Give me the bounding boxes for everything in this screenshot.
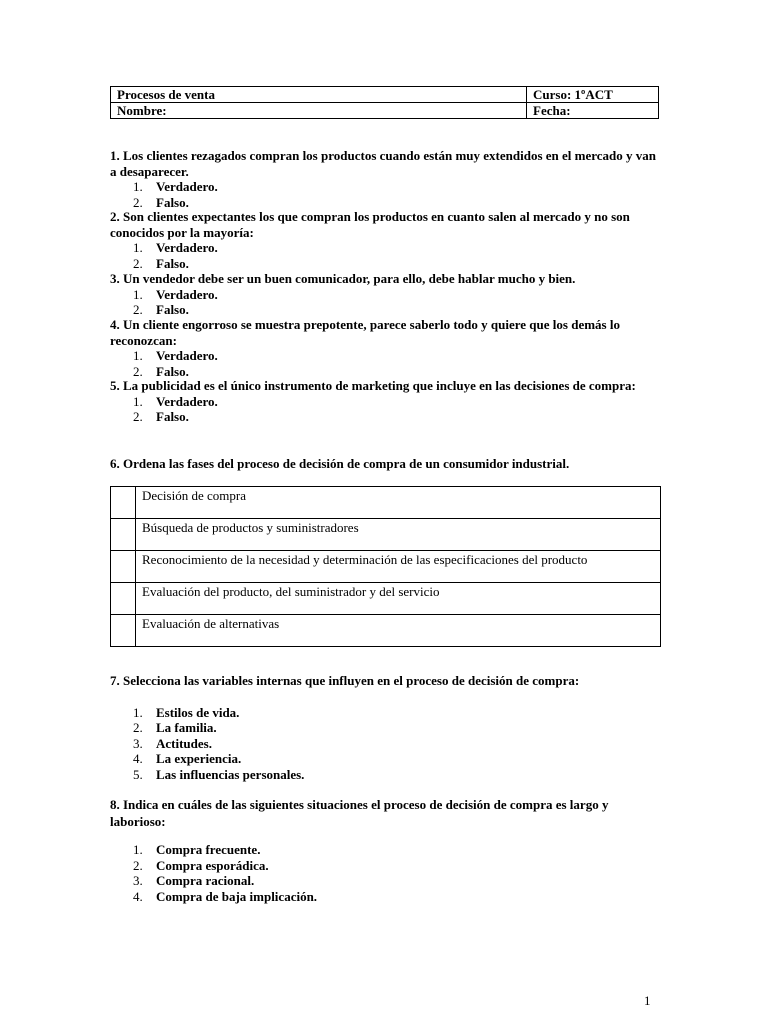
option-item[interactable]: [110, 736, 660, 752]
table-row: [111, 487, 661, 519]
option-number: 3.: [133, 873, 143, 888]
option-text: Verdadero.: [156, 286, 218, 302]
question-text: 5. La publicidad es el único instrumento de marketing que incluye en las decisiones de compra:: [110, 378, 636, 393]
option-text: Las influencias personales.: [156, 766, 305, 782]
option-item[interactable]: [110, 858, 660, 874]
option-item[interactable]: [110, 767, 660, 783]
option-item[interactable]: [110, 195, 660, 211]
order-box[interactable]: [111, 487, 136, 519]
option-list: [110, 394, 660, 425]
option-list: [110, 240, 660, 271]
option-text: Falso.: [156, 363, 189, 379]
option-item[interactable]: [110, 720, 660, 736]
course-cell: Curso: 1ºACT: [527, 87, 659, 103]
option-text: Verdadero.: [156, 240, 218, 255]
order-box[interactable]: [111, 551, 136, 583]
question-4: [110, 317, 660, 379]
question-text: 2. Son clientes expectantes los que compran los productos en cuanto salen al mercado y no son conocidos por la mayoría:: [110, 209, 630, 240]
option-text: Compra de baja implicación.: [156, 888, 318, 904]
question-3: [110, 271, 660, 318]
option-item[interactable]: [110, 240, 660, 256]
question-7: [110, 673, 660, 782]
question-5: [110, 378, 660, 425]
phase-text: Decisión de compra: [136, 487, 661, 519]
option-text: Compra racional.: [156, 873, 255, 888]
option-item[interactable]: [110, 348, 660, 364]
question-text: 6. Ordena las fases del proceso de decisión de compra de un consumidor industrial.: [110, 456, 570, 471]
option-item[interactable]: [110, 842, 660, 858]
page-number: 1: [644, 993, 651, 1008]
phase-text: Evaluación de alternativas: [136, 615, 661, 647]
phase-text: Búsqueda de productos y suministradores: [136, 519, 661, 551]
option-text: La familia.: [156, 720, 217, 735]
option-number: 1.: [133, 393, 143, 409]
option-text: La experiencia.: [156, 751, 242, 766]
option-text: Falso.: [156, 194, 189, 210]
option-number: 4.: [133, 888, 143, 904]
option-list: [110, 705, 660, 783]
option-text: Falso.: [156, 255, 189, 271]
option-item[interactable]: [110, 287, 660, 303]
phase-text: Evaluación del producto, del suministrador y del servicio: [136, 583, 661, 615]
ordering-table: [110, 486, 661, 647]
option-item[interactable]: [110, 705, 660, 721]
table-row: [111, 583, 661, 615]
option-item[interactable]: [110, 302, 660, 318]
order-box[interactable]: [111, 615, 136, 647]
option-text: Estilos de vida.: [156, 704, 240, 720]
option-item[interactable]: [110, 394, 660, 410]
option-number: 5.: [133, 766, 143, 782]
question-text: 3. Un vendedor debe ser un buen comunicador, para ello, debe hablar mucho y bien.: [110, 271, 576, 286]
option-list: [110, 287, 660, 318]
option-item[interactable]: [110, 409, 660, 425]
option-text: Compra esporádica.: [156, 857, 269, 873]
option-list: [110, 348, 660, 379]
table-row: [111, 615, 661, 647]
option-number: 3.: [133, 735, 143, 751]
option-text: Falso.: [156, 409, 189, 424]
question-text: 7. Selecciona las variables internas que influyen en el proceso de decisión de compra:: [110, 673, 580, 688]
table-row: [111, 519, 661, 551]
option-number: 1.: [133, 179, 143, 194]
option-number: 2.: [133, 194, 143, 210]
header-table: [110, 86, 659, 119]
option-number: 4.: [133, 751, 143, 766]
option-number: 1.: [133, 704, 143, 720]
option-list: [110, 842, 660, 904]
option-item[interactable]: [110, 179, 660, 195]
question-text: 8. Indica en cuáles de las siguientes situaciones el proceso de decisión de compra es largo y laborioso:: [110, 797, 609, 829]
option-number: 1.: [133, 348, 143, 363]
option-item[interactable]: [110, 364, 660, 380]
option-number: 2.: [133, 409, 143, 424]
option-number: 1.: [133, 286, 143, 302]
option-item[interactable]: [110, 751, 660, 767]
option-list: [110, 179, 660, 210]
option-text: Compra frecuente.: [156, 842, 261, 857]
option-text: Verdadero.: [156, 348, 218, 363]
option-item[interactable]: [110, 256, 660, 272]
question-6: [110, 456, 660, 472]
option-number: 2.: [133, 255, 143, 271]
subject-cell: Procesos de venta: [111, 87, 527, 103]
phase-text: Reconocimiento de la necesidad y determinación de las especificaciones del producto: [136, 551, 661, 583]
option-number: 2.: [133, 720, 143, 735]
option-text: Verdadero.: [156, 179, 218, 194]
question-8: [110, 796, 660, 904]
date-cell: Fecha:: [527, 103, 659, 119]
question-2: [110, 209, 660, 271]
option-number: 1.: [133, 240, 143, 255]
order-box[interactable]: [111, 519, 136, 551]
table-row: [111, 551, 661, 583]
option-text: Falso.: [156, 302, 189, 317]
option-text: Verdadero.: [156, 393, 218, 409]
option-number: 1.: [133, 842, 143, 857]
option-number: 2.: [133, 302, 143, 317]
option-number: 2.: [133, 363, 143, 379]
option-text: Actitudes.: [156, 735, 212, 751]
option-item[interactable]: [110, 889, 660, 905]
option-number: 2.: [133, 857, 143, 873]
question-text: 1. Los clientes rezagados compran los productos cuando están muy extendidos en el mercado y van a desaparecer.: [110, 148, 657, 179]
name-cell: Nombre:: [111, 103, 527, 119]
order-box[interactable]: [111, 583, 136, 615]
question-1: [110, 148, 660, 210]
option-item[interactable]: [110, 873, 660, 889]
question-text: 4. Un cliente engorroso se muestra prepotente, parece saberlo todo y quiere que los demás lo reconozcan:: [110, 317, 620, 348]
